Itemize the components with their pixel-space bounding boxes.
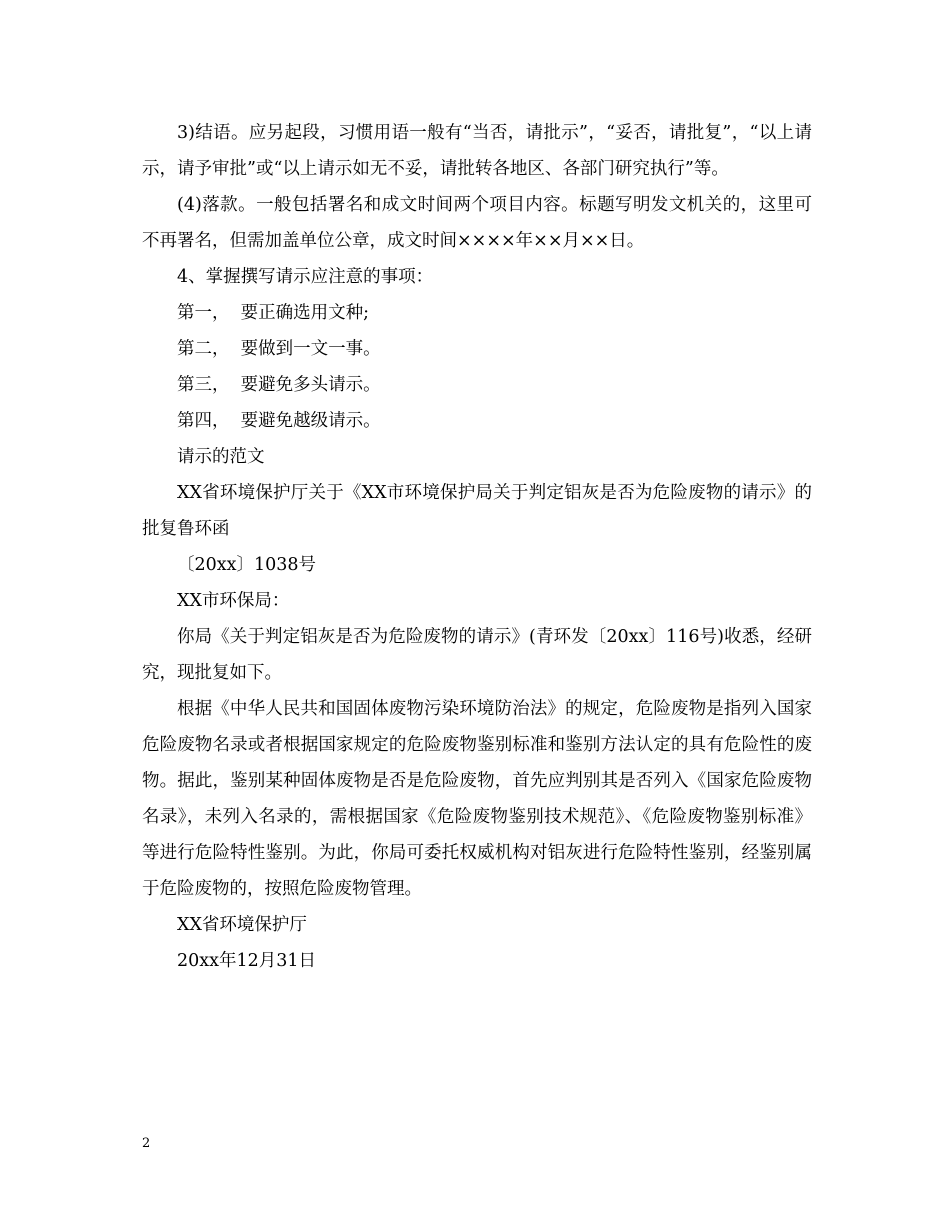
list-item-first: 第一， 要正确选用文种; <box>177 303 370 323</box>
document-number: 〔20xx〕1038号 <box>177 555 317 575</box>
reply-title: XX省环境保护厅关于《XX市环境保护局关于判定铝灰是否为危险废物的请示》的批复鲁环函 <box>142 483 812 539</box>
paragraph-reply-body: 根据《中华人民共和国固体废物污染环境防治法》的规定，危险废物是指列入国家危险废物名录或者根据国家规定的危险废物鉴别标准和鉴别方法认定的具有危险性的废物。据此，鉴别某种固体废物是否是危险废物，首先应判别其是否列入《国家危险废物名录》，未列入名录的，需根据国家《危险废物鉴别技术规范》、《危险废物鉴别标准》等进行危险特性鉴别。为此，你局可委托权威机构对铝灰进行危险特性鉴别，经鉴别属于危险废物的，按照危险废物管理。 <box>142 699 812 899</box>
sample-heading: 请示的范文 <box>177 447 265 467</box>
issue-date: 20xx年12月31日 <box>177 951 317 971</box>
list-item-third: 第三， 要避免多头请示。 <box>177 375 381 395</box>
list-item-fourth: 第四， 要避免越级请示。 <box>177 411 381 431</box>
paragraph-conclusion: 3)结语。应另起段，习惯用语一般有“当否，请批示”，“妥否，请批复”，“以上请示，请予审批”或“以上请示如无不妥，请批转各地区、各部门研究执行”等。 <box>142 123 812 179</box>
list-item-second: 第二， 要做到一文一事。 <box>177 339 381 359</box>
paragraph-reply-intro: 你局《关于判定铝灰是否为危险废物的请示》(青环发〔20xx〕116号)收悉，经研究，现批复如下。 <box>142 627 812 683</box>
issuer-signature: XX省环境保护厅 <box>177 915 307 935</box>
document-body <box>142 115 812 979</box>
paragraph-notes-heading: 4、掌握撰写请示应注意的事项： <box>177 267 434 287</box>
recipient: XX市环保局： <box>177 591 290 611</box>
paragraph-signature: (4)落款。一般包括署名和成文时间两个项目内容。标题写明发文机关的，这里可不再署名，但需加盖单位公章，成文时间××××年××月××日。 <box>142 195 812 251</box>
page-number: 2 <box>142 1136 151 1151</box>
